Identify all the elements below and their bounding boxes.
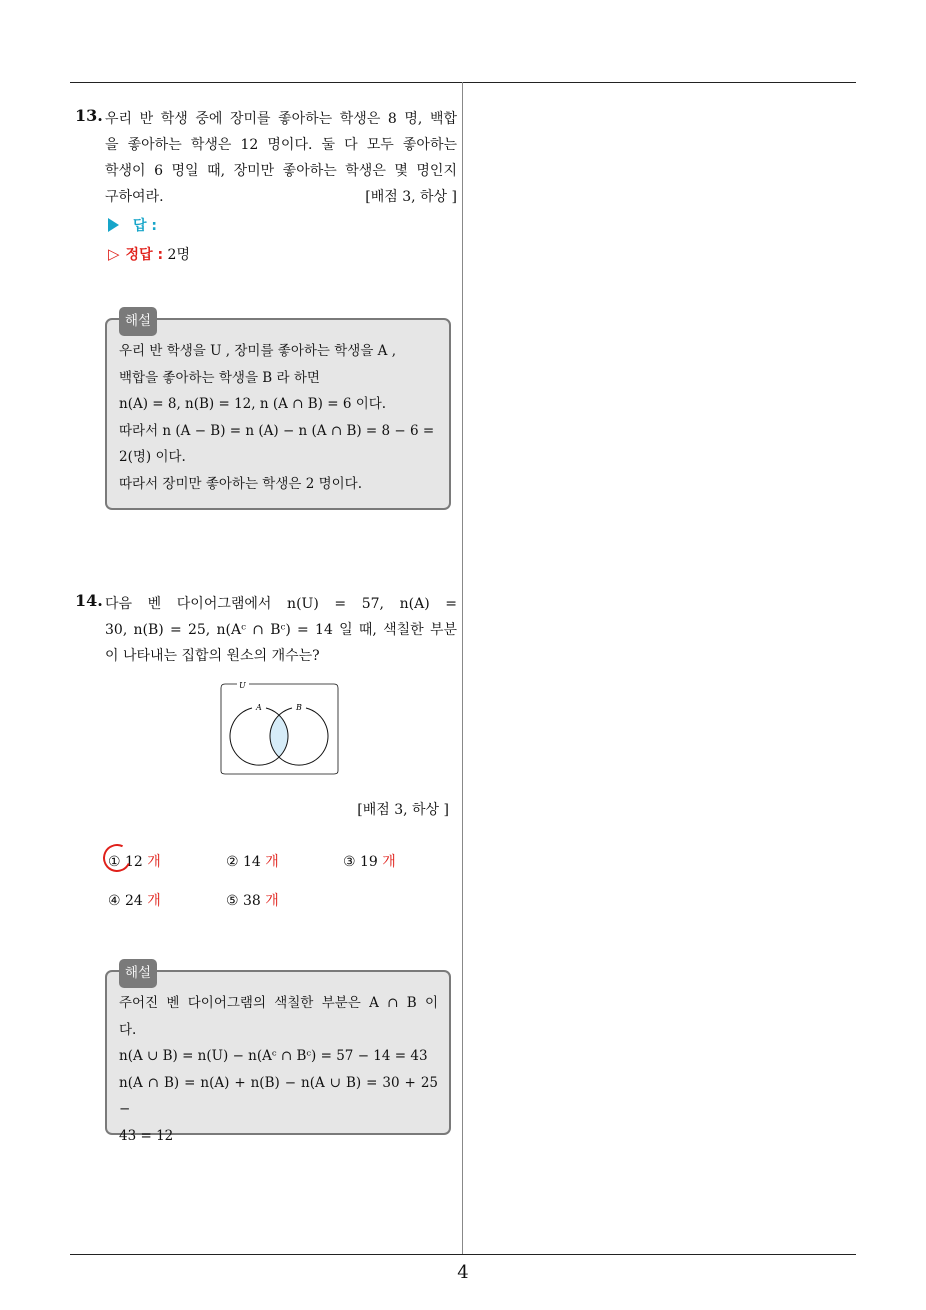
choice-marker: ① [108,854,121,870]
choice-3[interactable] [343,851,396,871]
choice-1[interactable] [108,851,161,871]
question-line-text: 구하여라. [105,189,164,205]
explanation-line: n(A ∪ B) = n(U) − n(Aᶜ ∩ Bᶜ) = 57 − 14 = 43 [119,1048,428,1064]
choice-value: 24 [125,893,143,909]
choice-unit: 개 [147,893,161,909]
question-line: 학생이 6 명일 때, 장미만 좋아하는 학생은 몇 명인지 [105,163,457,179]
explanation-line: n(A ∩ B) = n(A) + n(B) − n(A ∪ B) = 30 + 25 − [119,1074,438,1117]
choice-unit: 개 [382,854,396,870]
answer-row [108,215,157,235]
correct-answer-label: 정답 : [125,247,164,263]
explanation-line: 다. [119,1021,137,1038]
choice-2[interactable] [226,851,279,871]
score-label: [배점 3, 하상 ] [365,189,457,205]
problem-number: 13. [75,106,103,125]
choice-marker: ④ [108,893,121,909]
choice-unit: 개 [147,854,161,870]
problem-14-score-row [75,799,457,819]
page-number: 4 [457,1262,469,1283]
choice-marker: ③ [343,854,356,870]
explanation-line: n(A) = 8, n(B) = 12, n (A ∩ B) = 6 이다. [119,396,387,412]
column-divider [462,82,463,1255]
outline-triangle-icon: ▷ [108,245,120,263]
correct-answer-value: 2명 [167,247,190,263]
top-rule [70,82,856,83]
choice-5[interactable] [226,890,279,910]
universe-label: U [239,681,246,690]
problem-question [105,591,457,669]
choice-value: 12 [125,854,143,870]
question-line: 을 좋아하는 학생은 12 명이다. 둘 다 모두 좋아하는 [105,137,457,153]
explanation-line: 따라서 장미만 좋아하는 학생은 2 명이다. [119,475,362,492]
score-label: [배점 3, 하상 ] [357,802,449,818]
question-line [105,184,457,210]
problem-14 [75,591,457,669]
venn-diagram [219,679,341,775]
explanation-line: 주어진 벤 다이어그램의 색칠한 부분은 A ∩ B 이 [119,995,438,1011]
choice-value: 14 [243,854,261,870]
explanation-line: 2(명) 이다. [119,449,186,465]
problem-question [105,106,457,210]
explanation-box [105,965,451,1144]
explanation-tag: 해설 [119,959,157,988]
choice-marker: ⑤ [226,893,239,909]
explanation-tag: 해설 [119,307,157,336]
answer-label: 답 : [133,218,157,234]
set-a-label: A [256,703,262,712]
play-arrow-icon [108,218,119,232]
explanation-line: 우리 반 학생을 U , 장미를 좋아하는 학생을 A , [119,343,396,359]
choice-value: 38 [243,893,261,909]
question-line: 다음 벤 다이어그램에서 n(U) = 57, n(A) = [105,596,457,612]
correct-answer-row [108,244,190,264]
question-line: 이 나타내는 집합의 원소의 개수는? [105,648,320,664]
choice-4[interactable] [108,890,161,910]
selected-circle-mark [99,840,135,876]
question-line: 30, n(B) = 25, n(Aᶜ ∩ Bᶜ) = 14 일 때, 색칠한 부분 [105,622,457,638]
question-line: 우리 반 학생 중에 장미를 좋아하는 학생은 8 명, 백합 [105,111,457,127]
explanation-line: 따라서 n (A − B) = n (A) − n (A ∩ B) = 8 − 6 = [119,422,435,439]
explanation-line: 43 = 12 [119,1127,174,1144]
set-b-label: B [296,703,302,712]
choice-marker: ② [226,854,239,870]
choice-unit: 개 [265,893,279,909]
problem-13 [75,106,457,210]
choice-value: 19 [360,854,378,870]
bottom-rule [70,1254,856,1255]
explanation-box [105,313,451,510]
choice-unit: 개 [265,854,279,870]
explanation-line: 백합을 좋아하는 학생을 B 라 하면 [119,369,320,386]
problem-number: 14. [75,591,103,610]
